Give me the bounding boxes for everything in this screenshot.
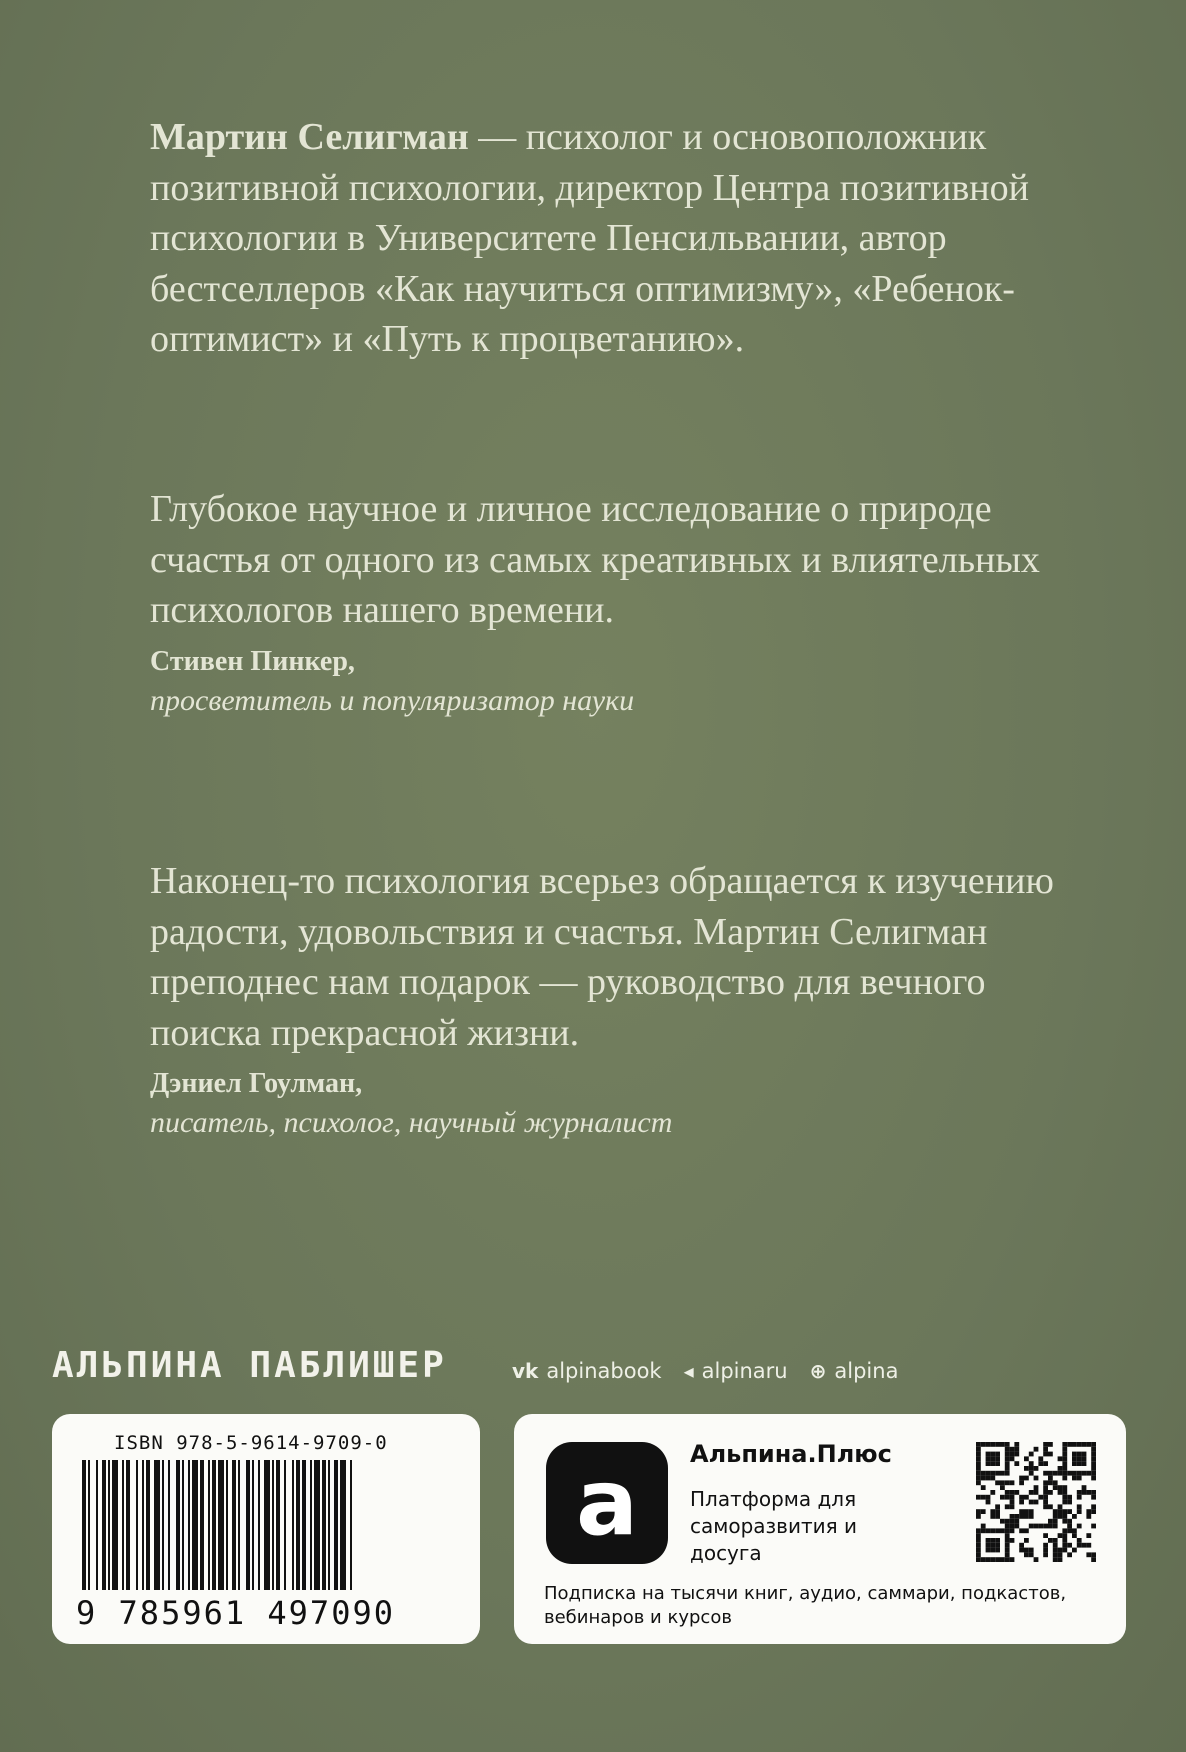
- alpina-plus-title: Альпина.Плюс: [690, 1440, 892, 1468]
- social-handle: alpina: [834, 1359, 899, 1383]
- social-handle: alpinabook: [546, 1359, 662, 1383]
- author-bio: [150, 112, 1090, 365]
- quote-author-role: просветитель и популяризатор науки: [150, 683, 635, 717]
- social-link-alpina[interactable]: [810, 1359, 899, 1383]
- telegram-icon: ◂: [683, 1359, 694, 1383]
- isbn-label: ISBN 978-5-9614-9709-0: [114, 1432, 388, 1454]
- barcode-card: [52, 1414, 480, 1644]
- quote-text: Глубокое научное и личное исследование о природе счастья от одного из самых креативных и влиятельных психологов нашего времени.: [150, 488, 1040, 631]
- alpina-plus-app-icon: a: [546, 1442, 668, 1564]
- alpina-plus-description: Платформа для саморазвития и досуга: [690, 1487, 857, 1565]
- qr-code-icon[interactable]: [976, 1442, 1096, 1562]
- quote-text: Наконец-то психология всерьез обращается к изучению радости, удовольствия и счастья. Мартин Селигман преподнес нам подарок — руководство для вечного поиска прекрасной жизни.: [150, 860, 1054, 1054]
- social-handle: alpinaru: [701, 1359, 788, 1383]
- quote-author: Стивен Пинкер,: [150, 645, 355, 677]
- bio-text: — психолог и основоположник позитивной психологии, директор Центра позитивной психологии в Университете Пенсильвании, автор бестселлеров «Как научиться оптимизму», «Ребенок-оптимист» и «Путь к процветанию».: [150, 116, 1029, 360]
- social-link-vk[interactable]: [512, 1359, 662, 1383]
- vk-icon: vk: [512, 1359, 539, 1383]
- barcode-bars: [82, 1460, 452, 1590]
- social-link-telegram[interactable]: [684, 1359, 788, 1383]
- author-name: Мартин Селигман: [150, 116, 469, 158]
- social-links: [512, 1359, 898, 1383]
- publisher-logo: АЛЬПИНА ПАБЛИШЕР: [52, 1345, 447, 1386]
- quote-author: Дэниел Гоулман,: [150, 1068, 363, 1099]
- alpina-plus-subscription: Подписка на тысячи книг, аудио, саммари, подкастов, вебинаров и курсов: [544, 1583, 1067, 1628]
- bio-paragraph: [150, 112, 1090, 365]
- quote-1: [150, 484, 1090, 720]
- barcode-digits: 9 785961 497090: [76, 1594, 395, 1632]
- alpina-plus-card[interactable]: [514, 1414, 1126, 1644]
- plus-circle-icon: ⊕: [809, 1359, 827, 1383]
- quote-2: [150, 856, 1090, 1142]
- quote-author-role: писатель, психолог, научный журналист: [150, 1106, 673, 1139]
